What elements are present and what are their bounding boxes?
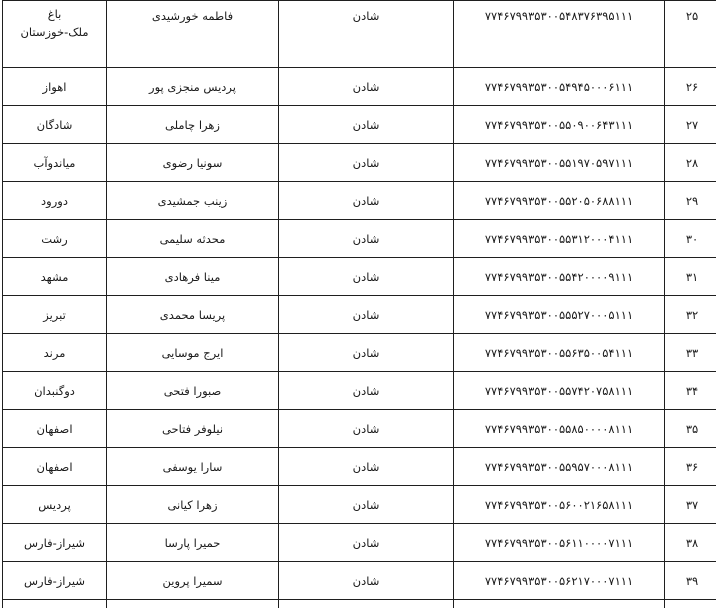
status-cell: شادن bbox=[279, 486, 454, 524]
table-row bbox=[3, 258, 717, 296]
row-number-cell bbox=[665, 600, 717, 608]
document-sheet bbox=[2, 0, 716, 608]
tracking-code-cell: ۷۷۴۶۷۹۹۳۵۳۰۰۵۶۰۰۲۱۶۵۸۱۱۱ bbox=[454, 486, 665, 524]
records-table-body bbox=[3, 1, 717, 608]
row-number-cell: ۳۷ bbox=[665, 486, 717, 524]
table-row bbox=[3, 372, 717, 410]
status-cell: شادن bbox=[279, 410, 454, 448]
person-name-cell: سمیرا پروین bbox=[107, 562, 279, 600]
person-name-cell: مینا فرهادی bbox=[107, 258, 279, 296]
tracking-code-cell: ۷۷۴۶۷۹۹۳۵۳۰۰۵۶۲۱۷۰۰۰۷۱۱۱ bbox=[454, 562, 665, 600]
tracking-code-cell: ۷۷۴۶۷۹۹۳۵۳۰۰۵۵۰۹۰۰۶۴۳۱۱۱ bbox=[454, 106, 665, 144]
tracking-code-cell: ۷۷۴۶۷۹۹۳۵۳۰۰۵۴۹۴۵۰۰۰۶۱۱۱ bbox=[454, 68, 665, 106]
row-number-cell: ۲۸ bbox=[665, 144, 717, 182]
table-row bbox=[3, 106, 717, 144]
row-number-cell: ۳۶ bbox=[665, 448, 717, 486]
tracking-code-cell: ۷۷۴۶۷۹۹۳۵۳۰۰۵۵۸۵۰۰۰۰۸۱۱۱ bbox=[454, 410, 665, 448]
city-cell: مشهد bbox=[3, 258, 107, 296]
status-cell: شادن bbox=[279, 182, 454, 220]
person-name-cell: سارا یوسفی bbox=[107, 448, 279, 486]
table-row bbox=[3, 1, 717, 68]
city-line: باغ bbox=[47, 7, 62, 21]
city-cell bbox=[3, 1, 107, 68]
status-cell: شادن bbox=[279, 144, 454, 182]
row-number-cell: ۲۹ bbox=[665, 182, 717, 220]
row-number-cell: ۳۲ bbox=[665, 296, 717, 334]
status-cell: شادن bbox=[279, 68, 454, 106]
person-name-cell: حمیرا پارسا bbox=[107, 524, 279, 562]
tracking-code-cell: ۷۷۴۶۷۹۹۳۵۳۰۰۵۵۶۳۵۰۰۵۴۱۱۱ bbox=[454, 334, 665, 372]
table-row bbox=[3, 220, 717, 258]
status-cell: شادن bbox=[279, 562, 454, 600]
row-number-cell: ۲۵ bbox=[665, 1, 717, 68]
status-cell: شادن bbox=[279, 524, 454, 562]
status-cell bbox=[279, 600, 454, 608]
person-name-cell: ایرج موسایی bbox=[107, 334, 279, 372]
table-row bbox=[3, 524, 717, 562]
status-cell: شادن bbox=[279, 220, 454, 258]
row-number-cell: ۳۰ bbox=[665, 220, 717, 258]
city-cell bbox=[3, 600, 107, 608]
tracking-code-cell: ۷۷۴۶۷۹۹۳۵۳۰۰۵۴۸۳۷۶۳۹۵۱۱۱ bbox=[454, 1, 665, 68]
person-name-cell: فاطمه خورشیدی bbox=[107, 1, 279, 68]
city-cell: شیراز-فارس bbox=[3, 562, 107, 600]
records-table bbox=[2, 0, 716, 608]
tracking-code-cell: ۷۷۴۶۷۹۹۳۵۳۰۰۵۶۱۱۰۰۰۰۷۱۱۱ bbox=[454, 524, 665, 562]
person-name-cell: محدثه سلیمی bbox=[107, 220, 279, 258]
table-row bbox=[3, 448, 717, 486]
status-cell: شادن bbox=[279, 296, 454, 334]
row-number-cell: ۳۸ bbox=[665, 524, 717, 562]
city-cell: اهواز bbox=[3, 68, 107, 106]
row-number-cell: ۲۷ bbox=[665, 106, 717, 144]
person-name-cell: زهرا کیانی bbox=[107, 486, 279, 524]
city-cell: شیراز-فارس bbox=[3, 524, 107, 562]
person-name-cell: پردیس منجزی پور bbox=[107, 68, 279, 106]
tracking-code-cell: ۷۷۴۶۷۹۹۳۵۳۰۰۵۵۹۵۷۰۰۰۸۱۱۱ bbox=[454, 448, 665, 486]
city-line: ملک-خوزستان bbox=[20, 25, 89, 39]
table-row bbox=[3, 144, 717, 182]
table-row bbox=[3, 296, 717, 334]
table-row-partial bbox=[3, 600, 717, 608]
city-cell: شادگان bbox=[3, 106, 107, 144]
status-cell: شادن bbox=[279, 334, 454, 372]
status-cell: شادن bbox=[279, 448, 454, 486]
tracking-code-cell: ۷۷۴۶۷۹۹۳۵۳۰۰۵۵۷۴۲۰۷۵۸۱۱۱ bbox=[454, 372, 665, 410]
city-cell: مرند bbox=[3, 334, 107, 372]
row-number-cell: ۳۱ bbox=[665, 258, 717, 296]
table-row bbox=[3, 334, 717, 372]
person-name-cell: سونیا رضوی bbox=[107, 144, 279, 182]
row-number-cell: ۳۵ bbox=[665, 410, 717, 448]
table-row bbox=[3, 562, 717, 600]
person-name-cell: پریسا محمدی bbox=[107, 296, 279, 334]
status-cell: شادن bbox=[279, 258, 454, 296]
city-cell: رشت bbox=[3, 220, 107, 258]
tracking-code-cell bbox=[454, 600, 665, 608]
tracking-code-cell: ۷۷۴۶۷۹۹۳۵۳۰۰۵۵۴۲۰۰۰۰۹۱۱۱ bbox=[454, 258, 665, 296]
city-cell: دورود bbox=[3, 182, 107, 220]
city-cell: تبریز bbox=[3, 296, 107, 334]
table-row bbox=[3, 68, 717, 106]
person-name-cell bbox=[107, 600, 279, 608]
tracking-code-cell: ۷۷۴۶۷۹۹۳۵۳۰۰۵۵۵۲۷۰۰۰۵۱۱۱ bbox=[454, 296, 665, 334]
person-name-cell: نیلوفر فتاحی bbox=[107, 410, 279, 448]
status-cell: شادن bbox=[279, 1, 454, 68]
tracking-code-cell: ۷۷۴۶۷۹۹۳۵۳۰۰۵۵۳۱۲۰۰۰۴۱۱۱ bbox=[454, 220, 665, 258]
row-number-cell: ۳۹ bbox=[665, 562, 717, 600]
table-row bbox=[3, 182, 717, 220]
city-cell: اصفهان bbox=[3, 410, 107, 448]
status-cell: شادن bbox=[279, 106, 454, 144]
city-cell: دوگنبدان bbox=[3, 372, 107, 410]
tracking-code-cell: ۷۷۴۶۷۹۹۳۵۳۰۰۵۵۲۰۵۰۶۸۸۱۱۱ bbox=[454, 182, 665, 220]
person-name-cell: زهرا چاملی bbox=[107, 106, 279, 144]
tracking-code-cell: ۷۷۴۶۷۹۹۳۵۳۰۰۵۵۱۹۷۰۵۹۷۱۱۱ bbox=[454, 144, 665, 182]
city-cell: اصفهان bbox=[3, 448, 107, 486]
person-name-cell: صبورا فتحی bbox=[107, 372, 279, 410]
row-number-cell: ۳۳ bbox=[665, 334, 717, 372]
city-cell: میاندوآب bbox=[3, 144, 107, 182]
row-number-cell: ۳۴ bbox=[665, 372, 717, 410]
table-row bbox=[3, 410, 717, 448]
city-cell: پردیس bbox=[3, 486, 107, 524]
table-row bbox=[3, 486, 717, 524]
status-cell: شادن bbox=[279, 372, 454, 410]
person-name-cell: زینب جمشیدی bbox=[107, 182, 279, 220]
row-number-cell: ۲۶ bbox=[665, 68, 717, 106]
